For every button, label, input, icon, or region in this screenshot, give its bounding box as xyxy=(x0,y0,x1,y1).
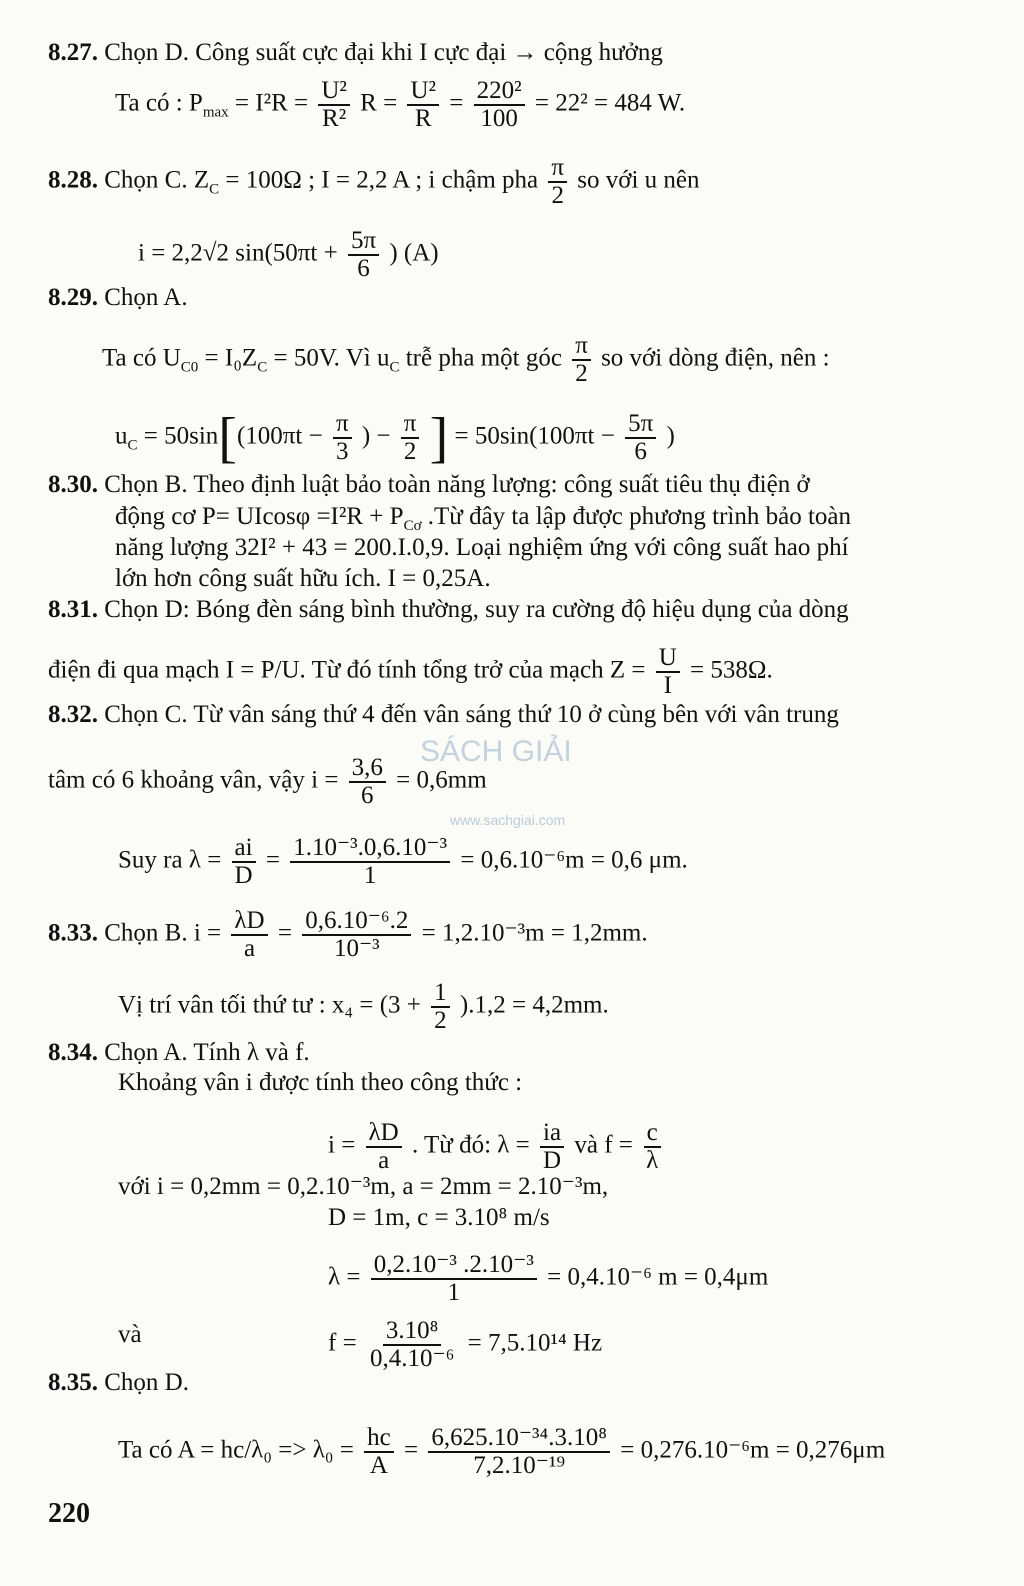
watermark-url: www.sachgiai.com xyxy=(450,812,566,828)
item-8-32-formula: Suy ra λ = $\frac{ai}{D}$ = $\frac{\text{1.10⁻³.0,6.10⁻³}}{1}$ = 0,6.10⁻⁶m = 0,6 μm. xyxy=(118,834,688,889)
item-8-35-formula: Ta có A = hc/λ₀ => λ₀ = $\frac{hc}{A}$ = $\frac{\text{6,625.10⁻³⁴.3.10⁸}}{\text{7,2.10⁻¹⁹}}$ = 0,276.10⁻⁶m = 0,276μm xyxy=(118,1424,886,1479)
item-8-29-formula: $u_C = 50\sin[(100\pi t$ − $\frac{\pi}{3}$ ) − $\frac{\pi}{2}$ ] = 50sin(100πt − $\frac{5\pi}{6}$ ) xyxy=(115,407,675,469)
item-8-34-values-1: với i = 0,2mm = 0,2.10⁻³m, a = 2mm = 2.10⁻³m, xyxy=(118,1173,609,1200)
item-8-34-heading: 8.34. Chọn A. Tính λ và f. xyxy=(48,1039,310,1066)
page-number: 220 xyxy=(48,1498,90,1529)
item-8-34-and: và xyxy=(118,1321,142,1348)
item-8-34-intro: Khoảng vân i được tính theo công thức : xyxy=(118,1069,523,1096)
item-8-30-line-1: 8.30. Chọn B. Theo định luật bảo toàn năng lượng: công suất tiêu thụ điện ở xyxy=(48,471,810,498)
item-8-31-line-1: 8.31. Chọn D: Bóng đèn sáng bình thường, suy ra cường độ hiệu dụng của dòng xyxy=(48,596,849,623)
item-8-34-formula-1: i = $\frac{\lambda D}{a}$ . Từ đó: λ = $\frac{ia}{D}$ và f = $\frac{c}{\lambda}$ xyxy=(328,1120,665,1174)
item-8-30-line-2: động cơ $P= UIcos\varphi =I^2R + P_{Cơ}$ .Từ đây ta lập được phương trình bảo toàn xyxy=(115,503,851,534)
item-8-30-line-4: lớn hơn công suất hữu ích. I = 0,25A. xyxy=(115,565,491,592)
item-8-34-lambda: λ = $\frac{\text{0,2.10⁻³ .2.10⁻³}}{1}$ = 0,4.10⁻⁶ m = 0,4μm xyxy=(328,1251,769,1306)
item-8-33-line-1: 8.33. Chọn B. i = $\frac{\lambda D}{a}$ = $\frac{\text{0,6.10⁻⁶.2}}{\text{10⁻³}}$ = 1,2.10⁻³m = 1,2mm. xyxy=(48,907,648,962)
item-8-34-values-2: D = 1m, c = 3.10⁸ m/s xyxy=(328,1204,550,1231)
item-8-35-heading: 8.35. Chọn D. xyxy=(48,1369,189,1396)
item-8-28-formula: i = 2,2√2 sin(50πt + $\frac{5\pi}{6}$ ) (A) xyxy=(138,227,439,282)
item-8-32-line-2: tâm có 6 khoảng vân, vậy i = $\frac{3,6}{6}$ = 0,6mm xyxy=(48,754,487,809)
watermark-logo: SÁCH GIẢI xyxy=(420,735,572,768)
item-8-33-line-2: Vị trí vân tối thứ tư : x₄ = (3 + $\frac{1}{2}$ ).1,2 = 4,2mm. xyxy=(118,979,609,1034)
item-8-28-heading: 8.28. Chọn C. $Z_C = 100\Omega$ ; I = 2,2 A ; i chậm pha $\frac{\pi}{2}$ so với u nên xyxy=(48,154,700,209)
item-8-32-line-1: 8.32. Chọn C. Từ vân sáng thứ 4 đến vân sáng thứ 10 ở cùng bên với vân trung xyxy=(48,701,839,728)
item-8-27-heading: 8.27. Chọn D. Công suất cực đại khi I cực đại → cộng hưởng xyxy=(48,39,663,66)
item-8-27-formula: Ta có : $P_{max} = I^2R$ = $\frac{\text{U²}}{\text{R²}}$ R = $\frac{\text{U²}}{R}$ = $\frac{\text{220²}}{100}$ = 22² = 484 W. xyxy=(115,77,686,132)
item-8-30-line-3: năng lượng 32I² + 43 = 200.I.0,9. Loại nghiệm ứng với công suất hao phí xyxy=(115,534,849,561)
item-8-31-line-2: điện đi qua mạch I = P/U. Từ đó tính tổng trở của mạch Z = $\frac{U}{I}$ = 538Ω. xyxy=(48,644,773,699)
item-8-29-text: Ta có $U_{C0} = I_0Z_C = 50V$. Vì $u_C$ trễ pha một góc $\frac{\pi}{2}$ so với dòng điện, nên : xyxy=(102,332,830,387)
item-8-29-heading: 8.29. Chọn A. xyxy=(48,284,188,311)
item-8-34-frequency: f = $\frac{\text{3.10⁸}}{\text{0,4.10⁻⁶}}$ = 7,5.10¹⁴ Hz xyxy=(328,1317,603,1372)
